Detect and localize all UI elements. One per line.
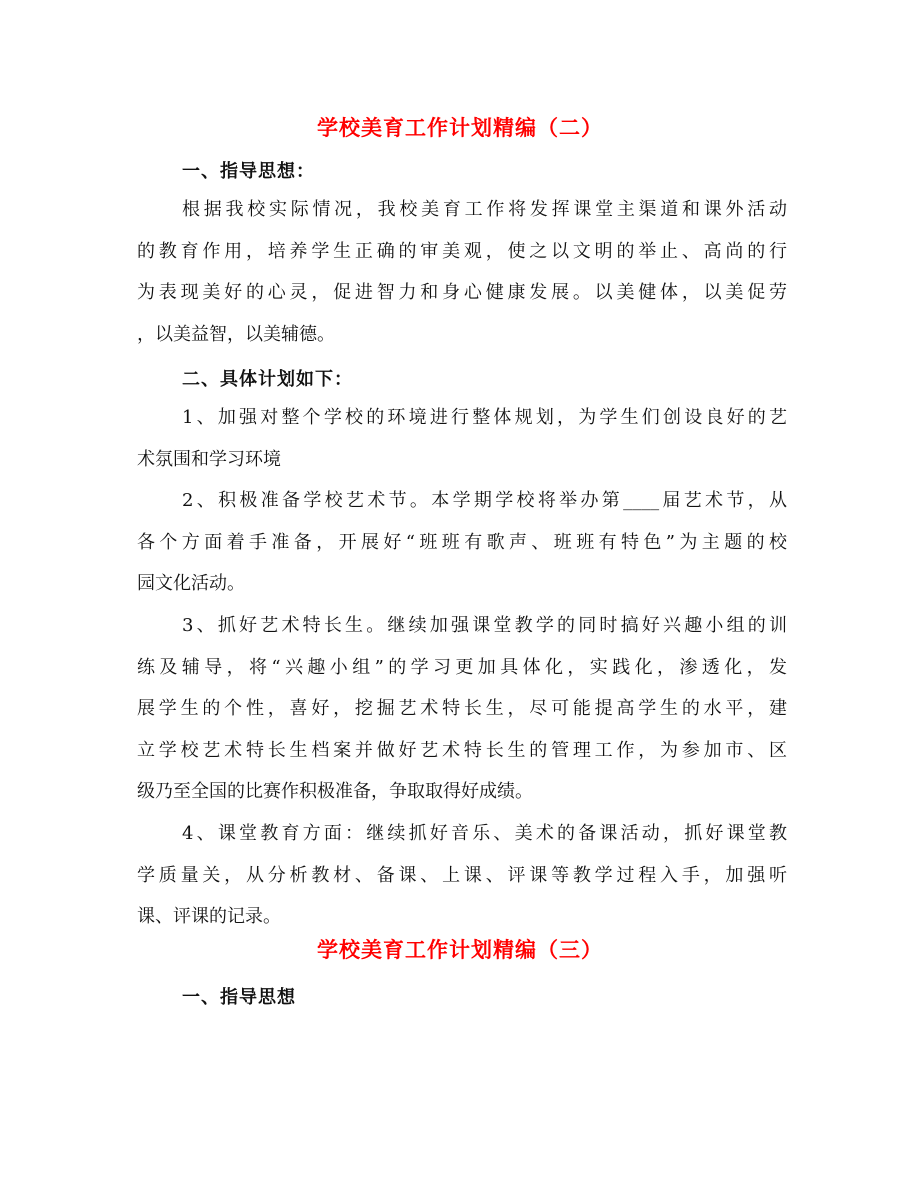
paragraph-line: 立学校艺术特长生档案并做好艺术特长生的管理工作，为参加市、区 — [137, 739, 787, 761]
section-2-title: 学校美育工作计划精编（二） — [317, 116, 603, 140]
section-3-title: 学校美育工作计划精编（三） — [317, 938, 603, 962]
plan-item-4 — [137, 813, 787, 938]
paragraph-line: 4、课堂教育方面：继续抓好音乐、美术的备课活动，抓好课堂教 — [182, 823, 787, 844]
paragraph-line: 级乃至全国的比赛作积极准备，争取取得好成绩。 — [137, 781, 533, 803]
paragraph-line: 学质量关，从分析教材、备课、上课、评课等教学过程入手，加强听 — [137, 864, 787, 886]
section-3-heading-guiding-thought: 一、指导思想 — [182, 987, 296, 1008]
plan-item-2 — [137, 480, 787, 605]
paragraph-line: 3、抓好艺术特长生。继续加强课堂教学的同时搞好兴趣小组的训 — [182, 615, 787, 636]
plan-item-3 — [137, 605, 787, 813]
paragraph-line: 园文化活动。 — [137, 573, 245, 595]
paragraph-line: 为表现美好的心灵，促进智力和身心健康发展。以美健体，以美促劳 — [137, 282, 787, 304]
paragraph-line: 根据我校实际情况，我校美育工作将发挥课堂主渠道和课外活动 — [182, 199, 787, 220]
paragraph-line: 1、加强对整个学校的环境进行整体规划，为学生们创设良好的艺 — [182, 407, 787, 428]
paragraph-line: 术氛围和学习环境 — [137, 448, 281, 470]
paragraph-line: 展学生的个性，喜好，挖掘艺术特长生，尽可能提高学生的水平，建 — [137, 698, 787, 720]
paragraph-line: 2、积极准备学校艺术节。本学期学校将举办第____届艺术节，从 — [182, 490, 787, 511]
paragraph-line: ，以美益智，以美辅德。 — [137, 323, 335, 345]
paragraph-line: 练及辅导，将“兴趣小组”的学习更加具体化，实践化，渗透化，发 — [137, 656, 787, 678]
section-2-heading-specific-plan: 二、具体计划如下： — [182, 369, 353, 390]
paragraph-line: 课、评课的记录。 — [137, 906, 281, 928]
guiding-thought-paragraph — [137, 189, 787, 355]
plan-item-1 — [137, 397, 787, 480]
section-2-heading-guiding-thought: 一、指导思想： — [182, 161, 315, 182]
paragraph-line: 各个方面着手准备，开展好“班班有歌声、班班有特色”为主题的校 — [137, 531, 787, 553]
paragraph-line: 的教育作用，培养学生正确的审美观，使之以文明的举止、高尚的行 — [137, 240, 787, 262]
